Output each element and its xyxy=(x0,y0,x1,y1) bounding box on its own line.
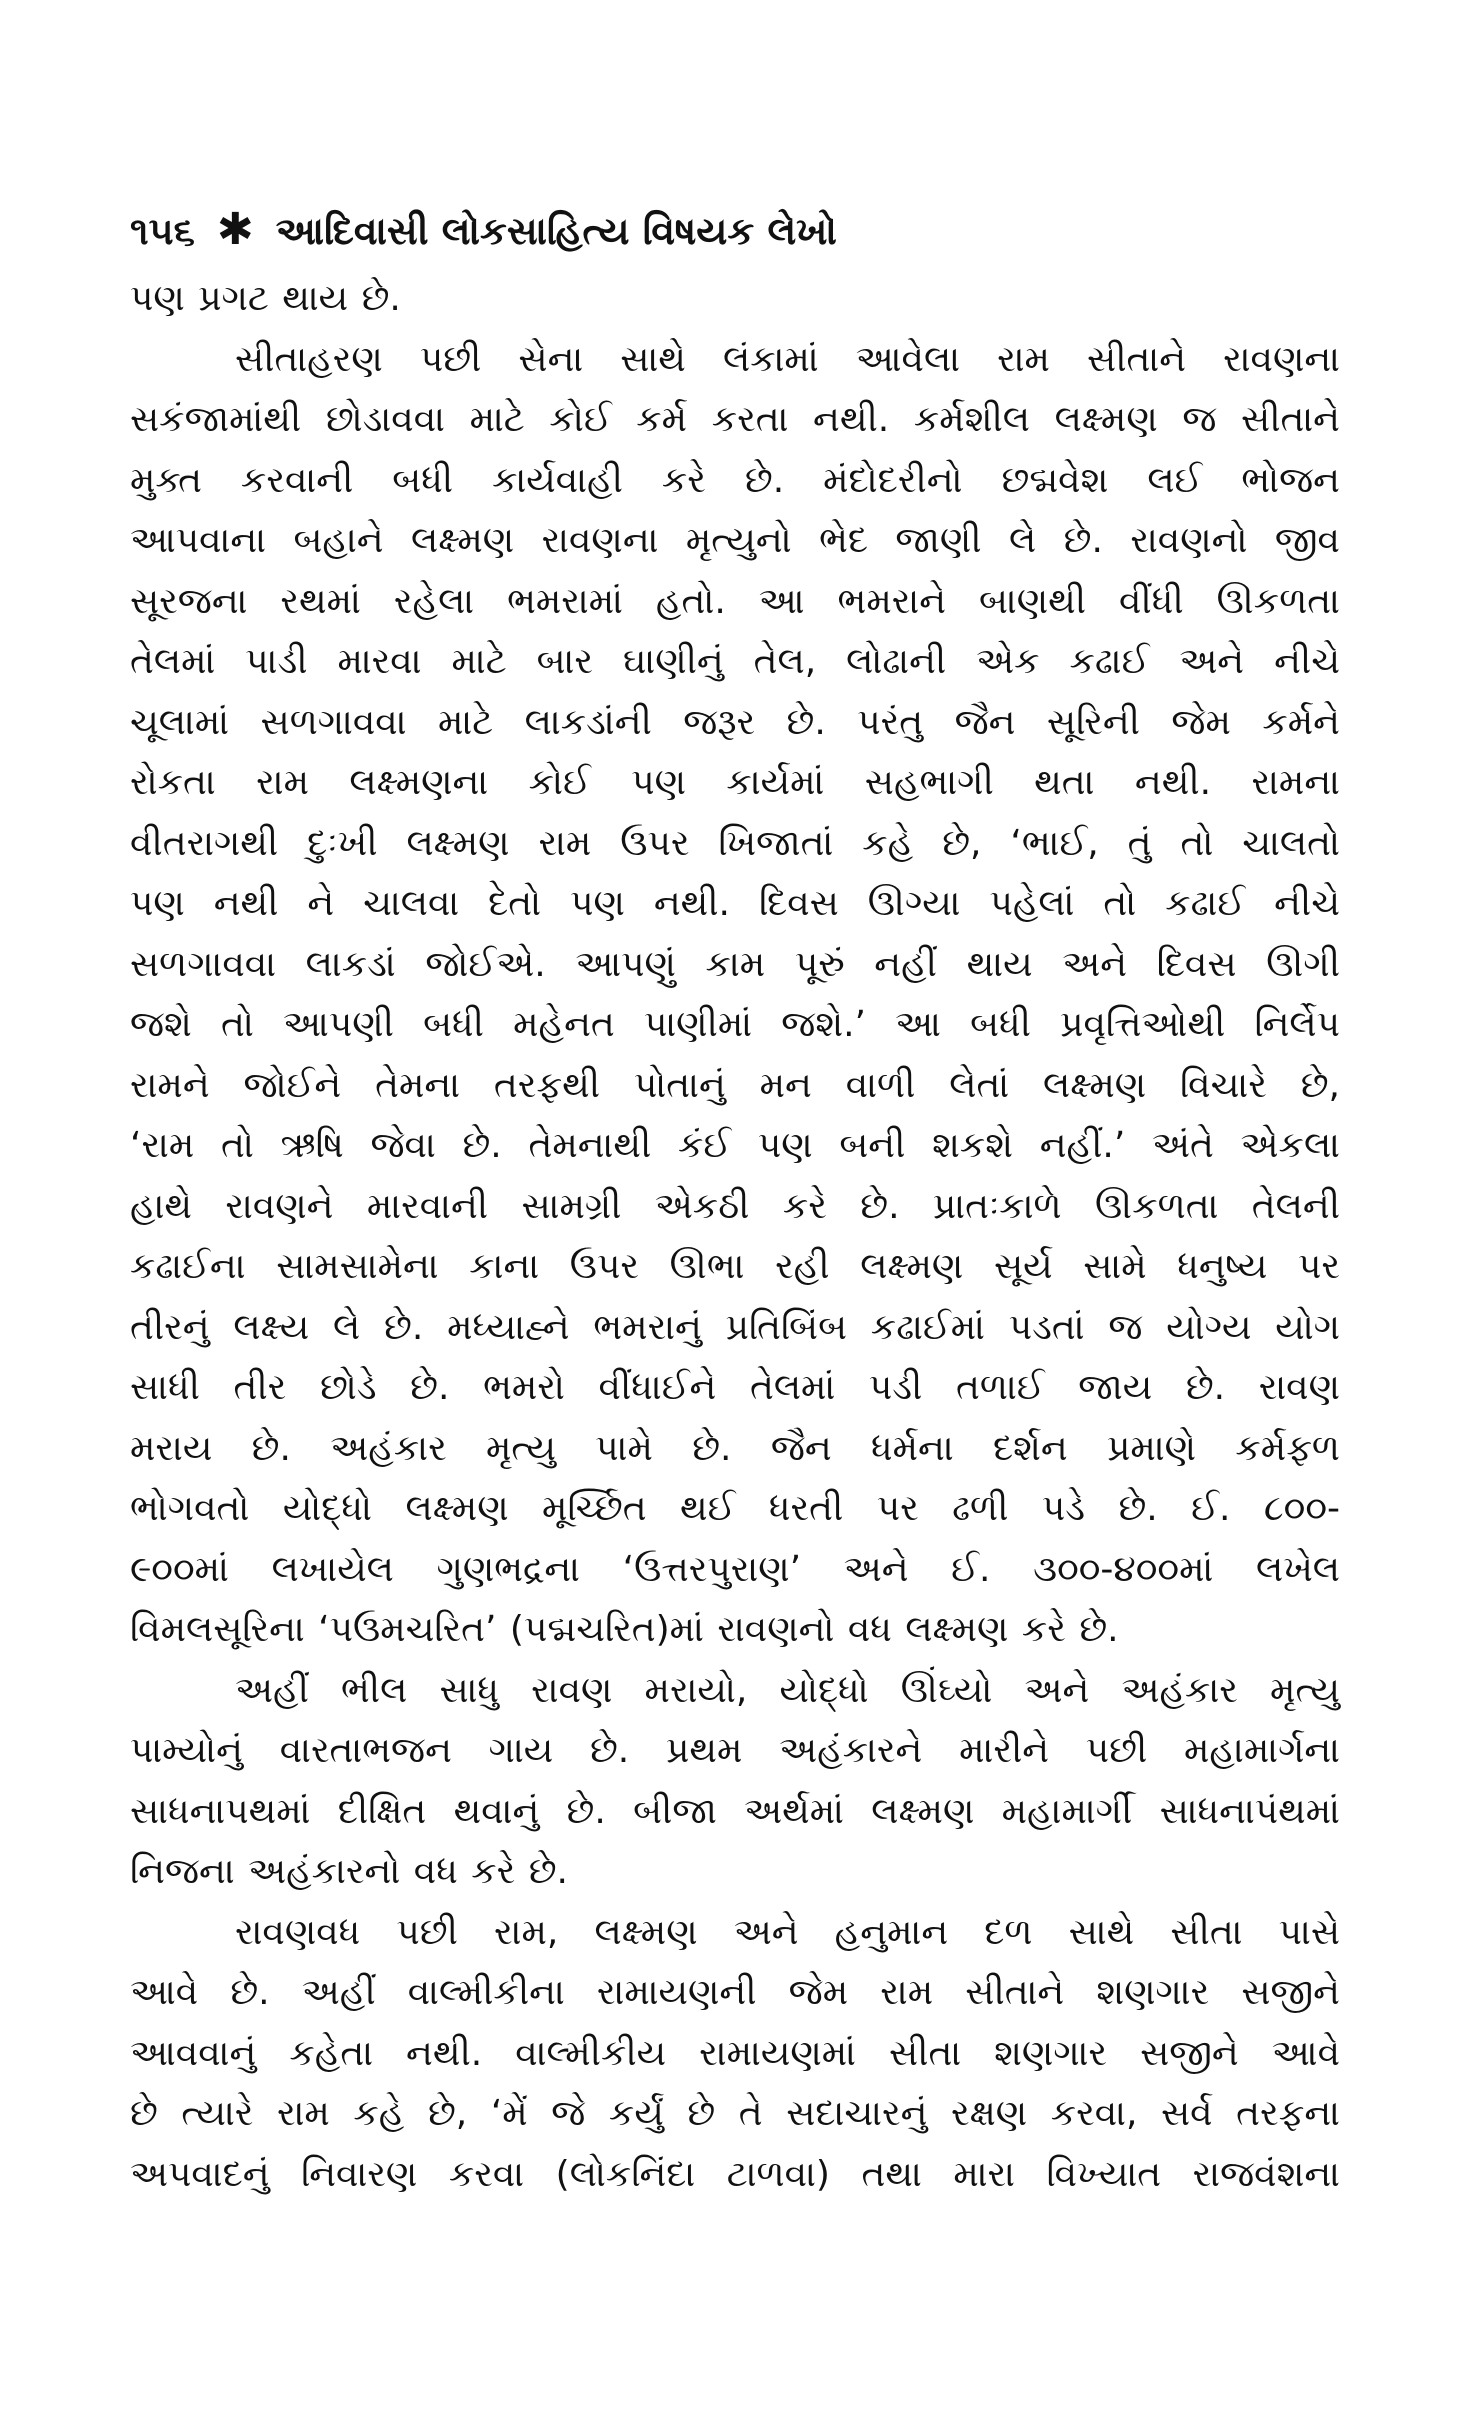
text-line: સળગાવવા લાકડાં જોઈએ. આપણું કામ પૂરું નહીં થાય અને દિવસ ઊગી xyxy=(130,943,1340,985)
text-line: સીતાહરણ પછી સેના સાથે લંકામાં આવેલા રામ સીતાને રાવણના xyxy=(235,338,1340,380)
text-line: પામ્યોનું વારતાભજન ગાય છે. પ્રથમ અહંકારને મારીને પછી મહામાર્ગના xyxy=(130,1730,1340,1771)
text-line: આપવાના બહાને લક્ષ્મણ રાવણના મૃત્યુનો ભેદ જાણી લે છે. રાવણનો જીવ xyxy=(130,520,1340,561)
text-line: આવવાનું કહેતા નથી. વાલ્મીકીય રામાયણમાં સીતા શણગાર સજીને આવે xyxy=(130,2032,1340,2074)
text-line: ભોગવતો યોદ્ધો લક્ષ્મણ મૂર્ચ્છિત થઈ ધરતી પર ઢળી પડે છે. ઈ. ૮૦૦- xyxy=(130,1488,1340,1529)
text-line: તેલમાં પાડી મારવા માટે બાર ઘાણીનું તેલ, લોઢાની એક કઢાઈ અને નીચે xyxy=(130,641,1340,682)
text-line: નિજના અહંકારનો વધ કરે છે. xyxy=(130,1851,568,1892)
text-line: પણ પ્રગટ થાય છે. xyxy=(130,278,401,319)
text-line: મુક્ત કરવાની બધી કાર્યવાહી કરે છે. મંદોદરીનો છદ્મવેશ લઈ ભોજન xyxy=(130,459,1340,501)
body-text xyxy=(130,269,1340,2205)
text-line: રાવણવધ પછી રામ, લક્ષ્મણ અને હનુમાન દળ સાથે સીતા પાસે xyxy=(235,1911,1340,1953)
text-line: ચૂલામાં સળગાવવા માટે લાકડાંની જરૂર છે. પરંતુ જૈન સૂરિની જેમ કર્મને xyxy=(130,701,1340,743)
text-line: રામને જોઈને તેમના તરફથી પોતાનું મન વાળી લેતાં લક્ષ્મણ વિચારે છે, xyxy=(130,1064,1340,1106)
text-line: સકંજામાંથી છોડાવવા માટે કોઈ કર્મ કરતા નથી. કર્મશીલ લક્ષ્મણ જ સીતાને xyxy=(130,399,1340,440)
text-line: જશે તો આપણી બધી મહેનત પાણીમાં જશે.’ આ બધી પ્રવૃત્તિઓથી નિર્લેપ xyxy=(130,1004,1340,1045)
text-line: સૂરજના રથમાં રહેલા ભમરામાં હતો. આ ભમરાને બાણથી વીંધી ઊકળતા xyxy=(130,580,1340,622)
text-line: ૯૦૦માં લખાયેલ ગુણભદ્રના ‘ઉત્તરપુરાણ’ અને ઈ. ૩૦૦-૪૦૦માં લખેલ xyxy=(130,1548,1340,1590)
book-page xyxy=(130,200,1340,2205)
text-line: કઢાઈના સામસામેના કાના ઉપર ઊભા રહી લક્ષ્મણ સૂર્ય સામે ધનુષ્ય પર xyxy=(130,1246,1340,1287)
text-line: પણ નથી ને ચાલવા દેતો પણ નથી. દિવસ ઊગ્યા પહેલાં તો કઢાઈ નીચે xyxy=(130,883,1340,924)
text-line: ‘રામ તો ઋષિ જેવા છે. તેમનાથી કંઈ પણ બની શકશે નહીં.’ અંતે એકલા xyxy=(130,1125,1340,1166)
text-line: હાથે રાવણને મારવાની સામગ્રી એકઠી કરે છે. પ્રાતઃકાળે ઊકળતા તેલની xyxy=(130,1185,1340,1227)
running-header xyxy=(130,200,1340,261)
text-line: અપવાદનું નિવારણ કરવા (લોકનિંદા ટાળવા) તથા મારા વિખ્યાત રાજવંશના xyxy=(130,2153,1340,2195)
book-title: આદિવાસી લોકસાહિત્ય વિષયક લેખો xyxy=(275,209,837,253)
text-line: વીતરાગથી દુઃખી લક્ષ્મણ રામ ઉપર ખિજાતાં કહે છે, ‘ભાઈ, તું તો ચાલતો xyxy=(130,822,1340,864)
text-line: સાધનાપથમાં દીક્ષિત થવાનું છે. બીજા અર્થમાં લક્ષ્મણ મહામાર્ગી સાધનાપંથમાં xyxy=(130,1790,1340,1832)
asterisk-separator-icon: ✱ xyxy=(216,204,254,255)
text-line: રોકતા રામ લક્ષ્મણના કોઈ પણ કાર્યમાં સહભાગી થતા નથી. રામના xyxy=(130,762,1340,803)
text-line: આવે છે. અહીં વાલ્મીકીના રામાયણની જેમ રામ સીતાને શણગાર સજીને xyxy=(130,1972,1340,2013)
text-line: અહીં ભીલ સાધુ રાવણ મરાયો, યોદ્ધો ઊંઘ્યો અને અહંકાર મૃત્યુ xyxy=(235,1669,1340,1711)
page-number: ૧૫૬ xyxy=(130,209,195,253)
text-line: વિમલસૂરિના ‘પઉમચરિત’ (પદ્મચરિત)માં રાવણનો વધ લક્ષ્મણ કરે છે. xyxy=(130,1609,1119,1650)
text-line: સાધી તીર છોડે છે. ભમરો વીંધાઈને તેલમાં પડી તળાઈ જાય છે. રાવણ xyxy=(130,1367,1340,1408)
text-line: છે ત્યારે રામ કહે છે, ‘મેં જે કર્યું છે તે સદાચારનું રક્ષણ કરવા, સર્વ તરફના xyxy=(130,2093,1340,2134)
text-line: તીરનું લક્ષ્ય લે છે. મધ્યાહ્ને ભમરાનું પ્રતિબિંબ કઢાઈમાં પડતાં જ યોગ્ય યોગ xyxy=(130,1306,1340,1348)
text-line: મરાય છે. અહંકાર મૃત્યુ પામે છે. જૈન ધર્મના દર્શન પ્રમાણે કર્મફળ xyxy=(130,1427,1340,1469)
